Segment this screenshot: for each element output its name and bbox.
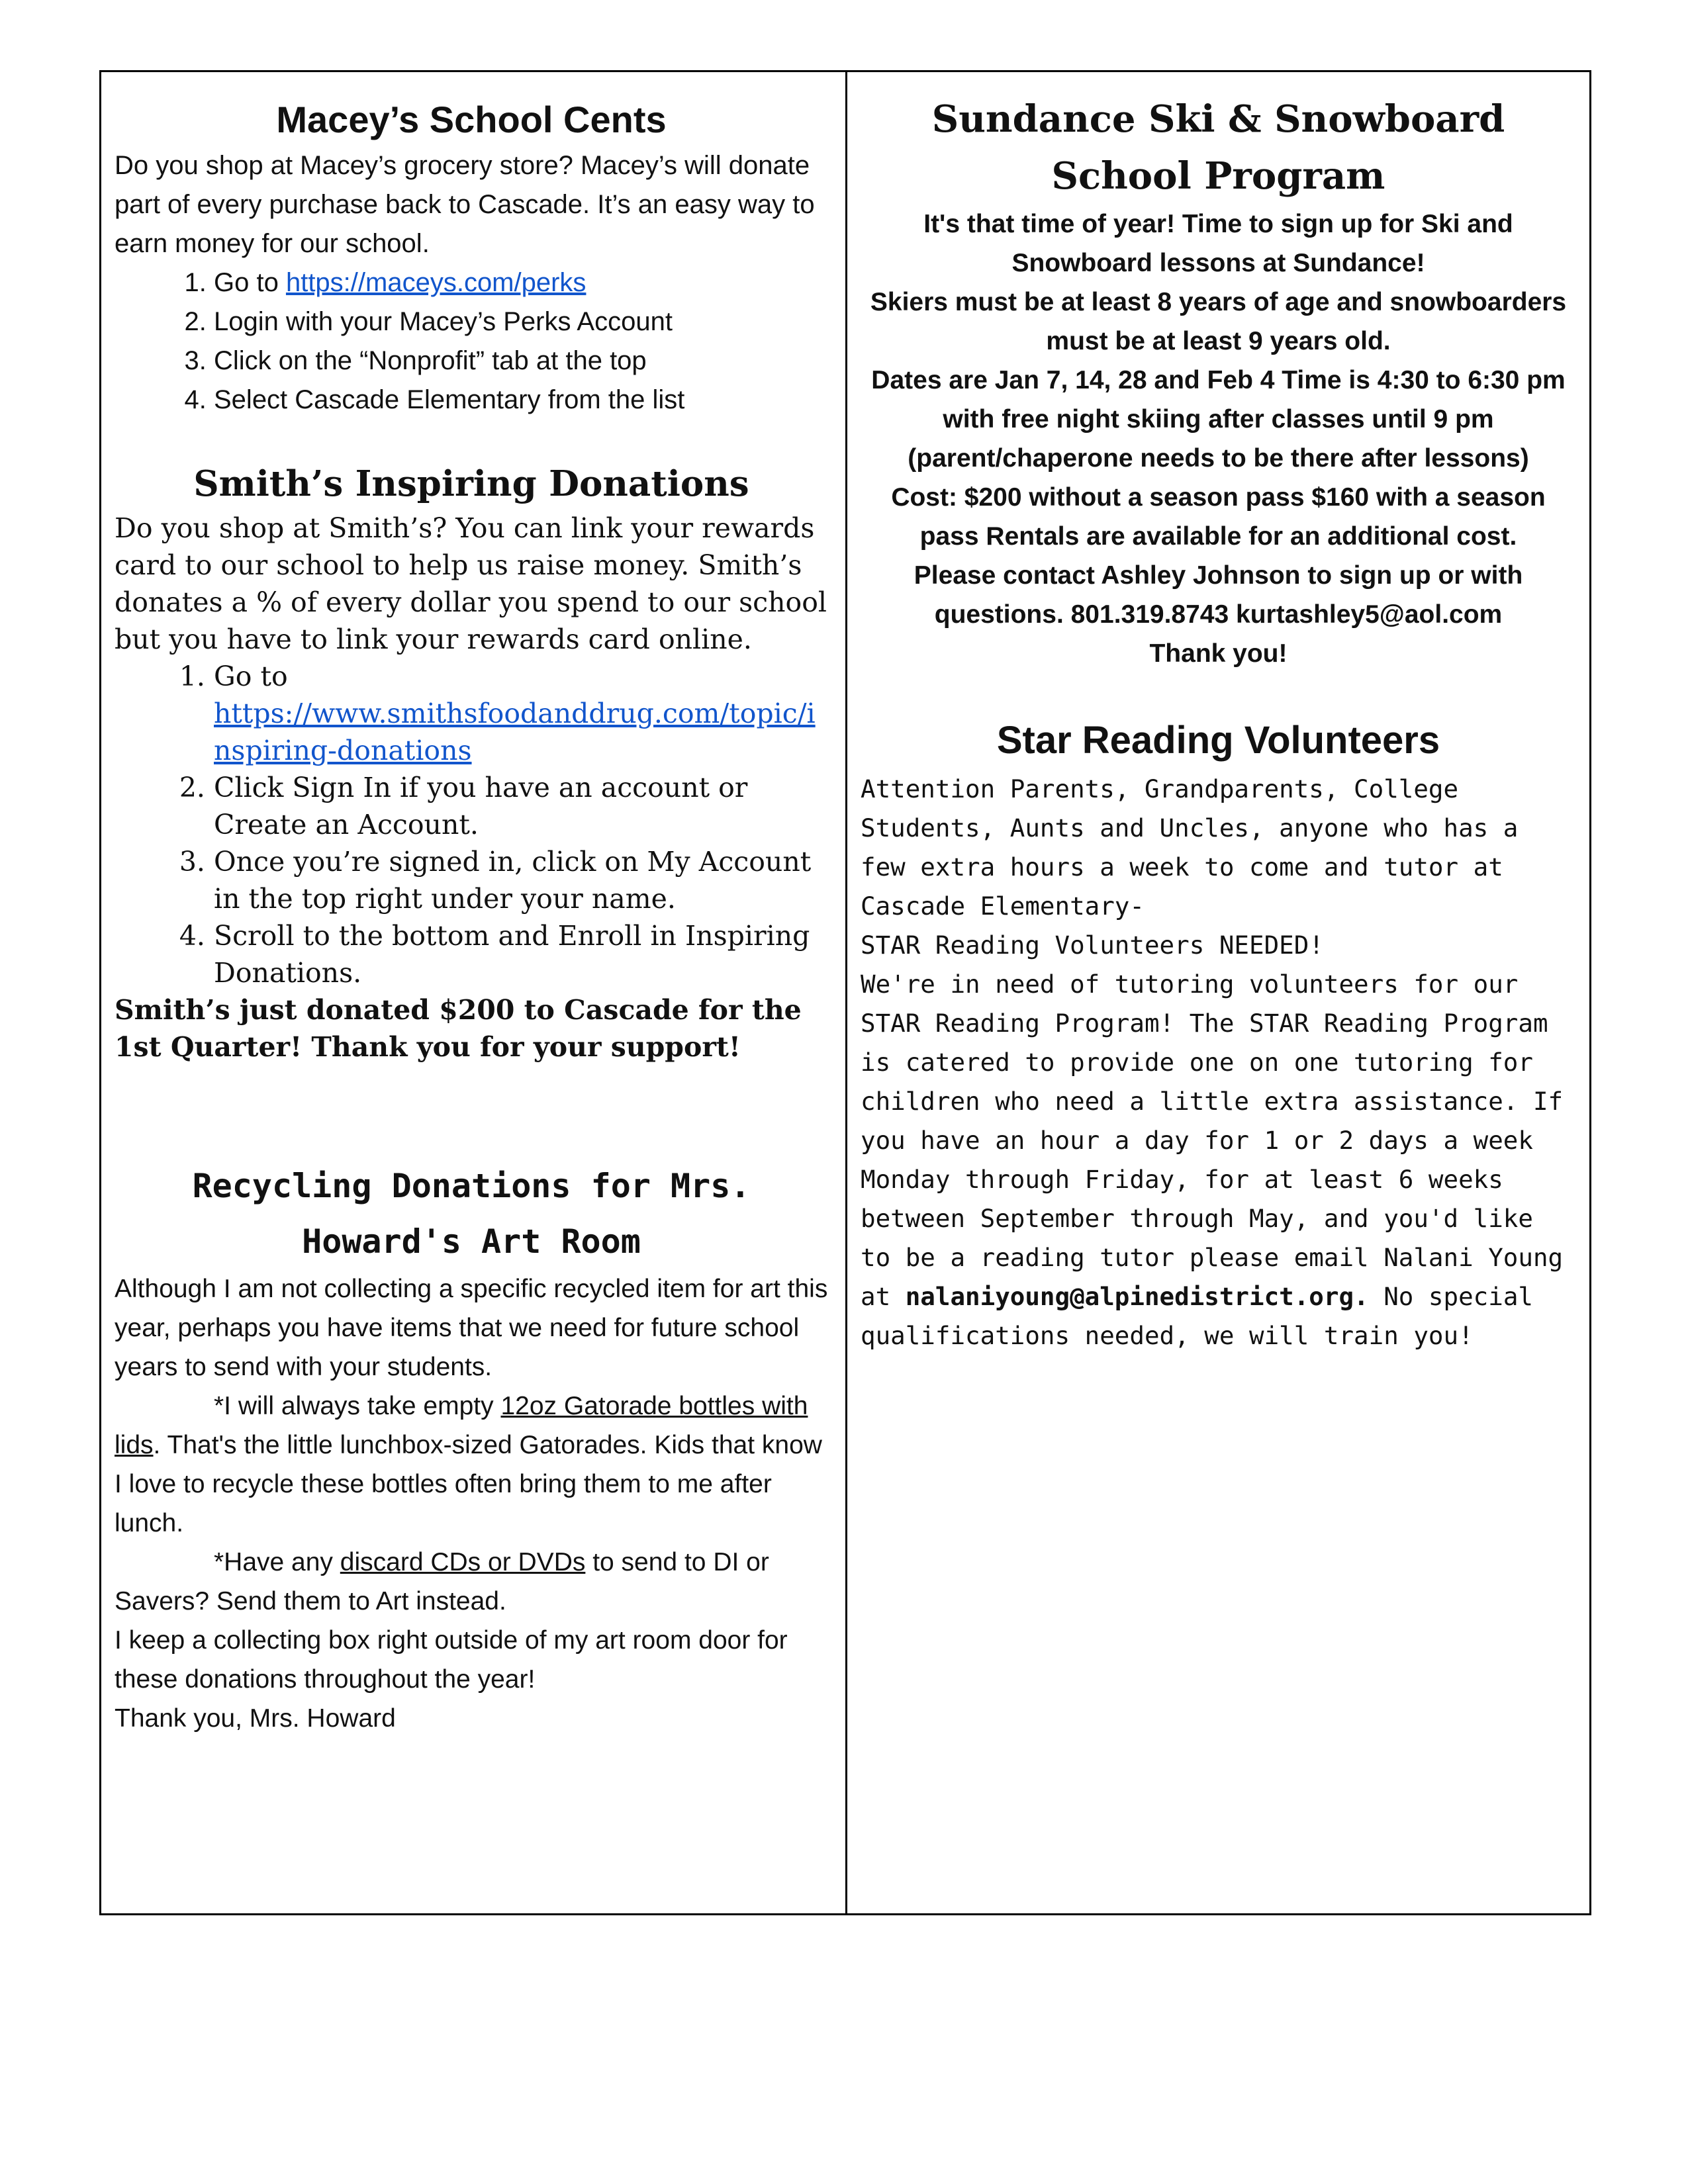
recycling-section xyxy=(115,1158,828,1738)
recycling-box: I keep a collecting box right outside of my art room door for these donations throughout the year! xyxy=(115,1626,788,1694)
list-item: 4. Scroll to the bottom and Enroll in Inspiring Donations. xyxy=(214,917,828,991)
sundance-cost: Cost: $200 without a season pass $160 with a season pass Rentals are available for an additional cost. xyxy=(891,483,1546,551)
list-item: 3. Once you’re signed in, click on My Account in the top right under your name. xyxy=(214,843,828,917)
smiths-donations-link[interactable]: https://www.smithsfoodanddrug.com/topic/inspiring-donations xyxy=(214,698,816,766)
maceys-intro: Do you shop at Macey’s grocery store? Macey’s will donate part of every purchase back to Cascade. It’s an easy way to earn money for our school. xyxy=(115,151,815,258)
text-span: *Have any xyxy=(214,1548,340,1576)
recycling-signoff: Thank you, Mrs. Howard xyxy=(115,1704,396,1733)
cds-underline: discard CDs or DVDs xyxy=(340,1548,586,1576)
maceys-perks-link[interactable]: https://maceys.com/perks xyxy=(285,268,586,297)
smiths-thanks: Smith’s just donated $200 to Cascade for the 1st Quarter! Thank you for your support! xyxy=(115,994,802,1063)
smiths-intro: Do you shop at Smith’s? You can link your rewards card to our school to help us raise money. Smith’s donates a % of every dollar you spend to our school but you have to link your rewards card online. xyxy=(115,512,827,655)
star-section xyxy=(861,711,1576,1355)
text-span: No special qualifications needed, we will train you! xyxy=(861,1282,1548,1350)
sundance-section xyxy=(861,91,1576,673)
recycling-intro: Although I am not collecting a specific recycled item for art this year, perhaps you have items that we need for future school years to send with your students. xyxy=(115,1275,828,1381)
sundance-thanks: Thank you! xyxy=(1149,639,1288,668)
text-span: *I will always take empty xyxy=(214,1392,501,1420)
list-item: 4. Select Cascade Elementary from the list xyxy=(214,381,828,420)
smiths-steps xyxy=(115,658,828,991)
maceys-steps xyxy=(115,263,828,420)
sundance-title: Sundance Ski & Snowboard School Program xyxy=(931,97,1505,198)
recycling-cds xyxy=(115,1543,828,1621)
star-details xyxy=(861,965,1576,1355)
maceys-section xyxy=(115,93,828,420)
star-email: nalaniyoung@alpinedistrict.org. xyxy=(905,1282,1369,1311)
newsletter-table xyxy=(99,70,1591,1915)
star-title: Star Reading Volunteers xyxy=(996,719,1440,762)
list-item: 2. Login with your Macey’s Perks Account xyxy=(214,302,828,341)
sundance-age: Skiers must be at least 8 years of age and snowboarders must be at least 9 years old. xyxy=(870,288,1567,355)
list-item: 2. Click Sign In if you have an account or Create an Account. xyxy=(214,769,828,843)
sundance-contact: Please contact Ashley Johnson to sign up or with questions. 801.319.8743 kurtashley5@aol.com xyxy=(914,561,1523,629)
smiths-section xyxy=(115,458,828,1066)
star-needed: STAR Reading Volunteers NEEDED! xyxy=(861,931,1324,960)
gatorade-underline: 12oz Gatorade bottles with lids xyxy=(115,1392,808,1459)
list-item xyxy=(214,263,828,302)
list-item xyxy=(214,658,828,769)
list-item: 3. Click on the “Nonprofit” tab at the top xyxy=(214,341,828,381)
maceys-title: Macey’s School Cents xyxy=(276,99,667,140)
text-span: . That's the little lunchbox-sized Gatorades. Kids that know I love to recycle these bottles often bring them to me after lunch. xyxy=(115,1431,822,1537)
text-span: to send to DI or Savers? Send them to Art instead. xyxy=(115,1548,769,1615)
recycling-title: Recycling Donations for Mrs. Howard's Art Room xyxy=(192,1167,751,1261)
step-prefix: Go to xyxy=(214,660,288,692)
right-column xyxy=(847,72,1589,1913)
sundance-dates: Dates are Jan 7, 14, 28 and Feb 4 Time is 4:30 to 6:30 pm with free night skiing after classes until 9 pm (parent/chaperone needs to be there after lessons) xyxy=(871,366,1566,473)
sundance-intro: It's that time of year! Time to sign up for Ski and Snowboard lessons at Sundance! xyxy=(923,210,1513,277)
step-prefix: Go to xyxy=(214,268,286,297)
recycling-gatorade xyxy=(115,1387,828,1543)
star-intro: Attention Parents, Grandparents, College Students, Aunts and Uncles, anyone who has a few extra hours a week to come and tutor at Cascade Elementary- xyxy=(861,774,1533,921)
text-span: We're in need of tutoring volunteers for our STAR Reading Program! The STAR Reading Program is catered to provide one on one tutoring for children who need a little extra assistance. If you have an hour a day for 1 or 2 days a week Monday through Friday, for at least 6 weeks between September through May, and you'd like to be a reading tutor please email Nalani Young at xyxy=(861,970,1578,1311)
left-column xyxy=(101,72,847,1913)
smiths-title: Smith’s Inspiring Donations xyxy=(193,463,749,504)
